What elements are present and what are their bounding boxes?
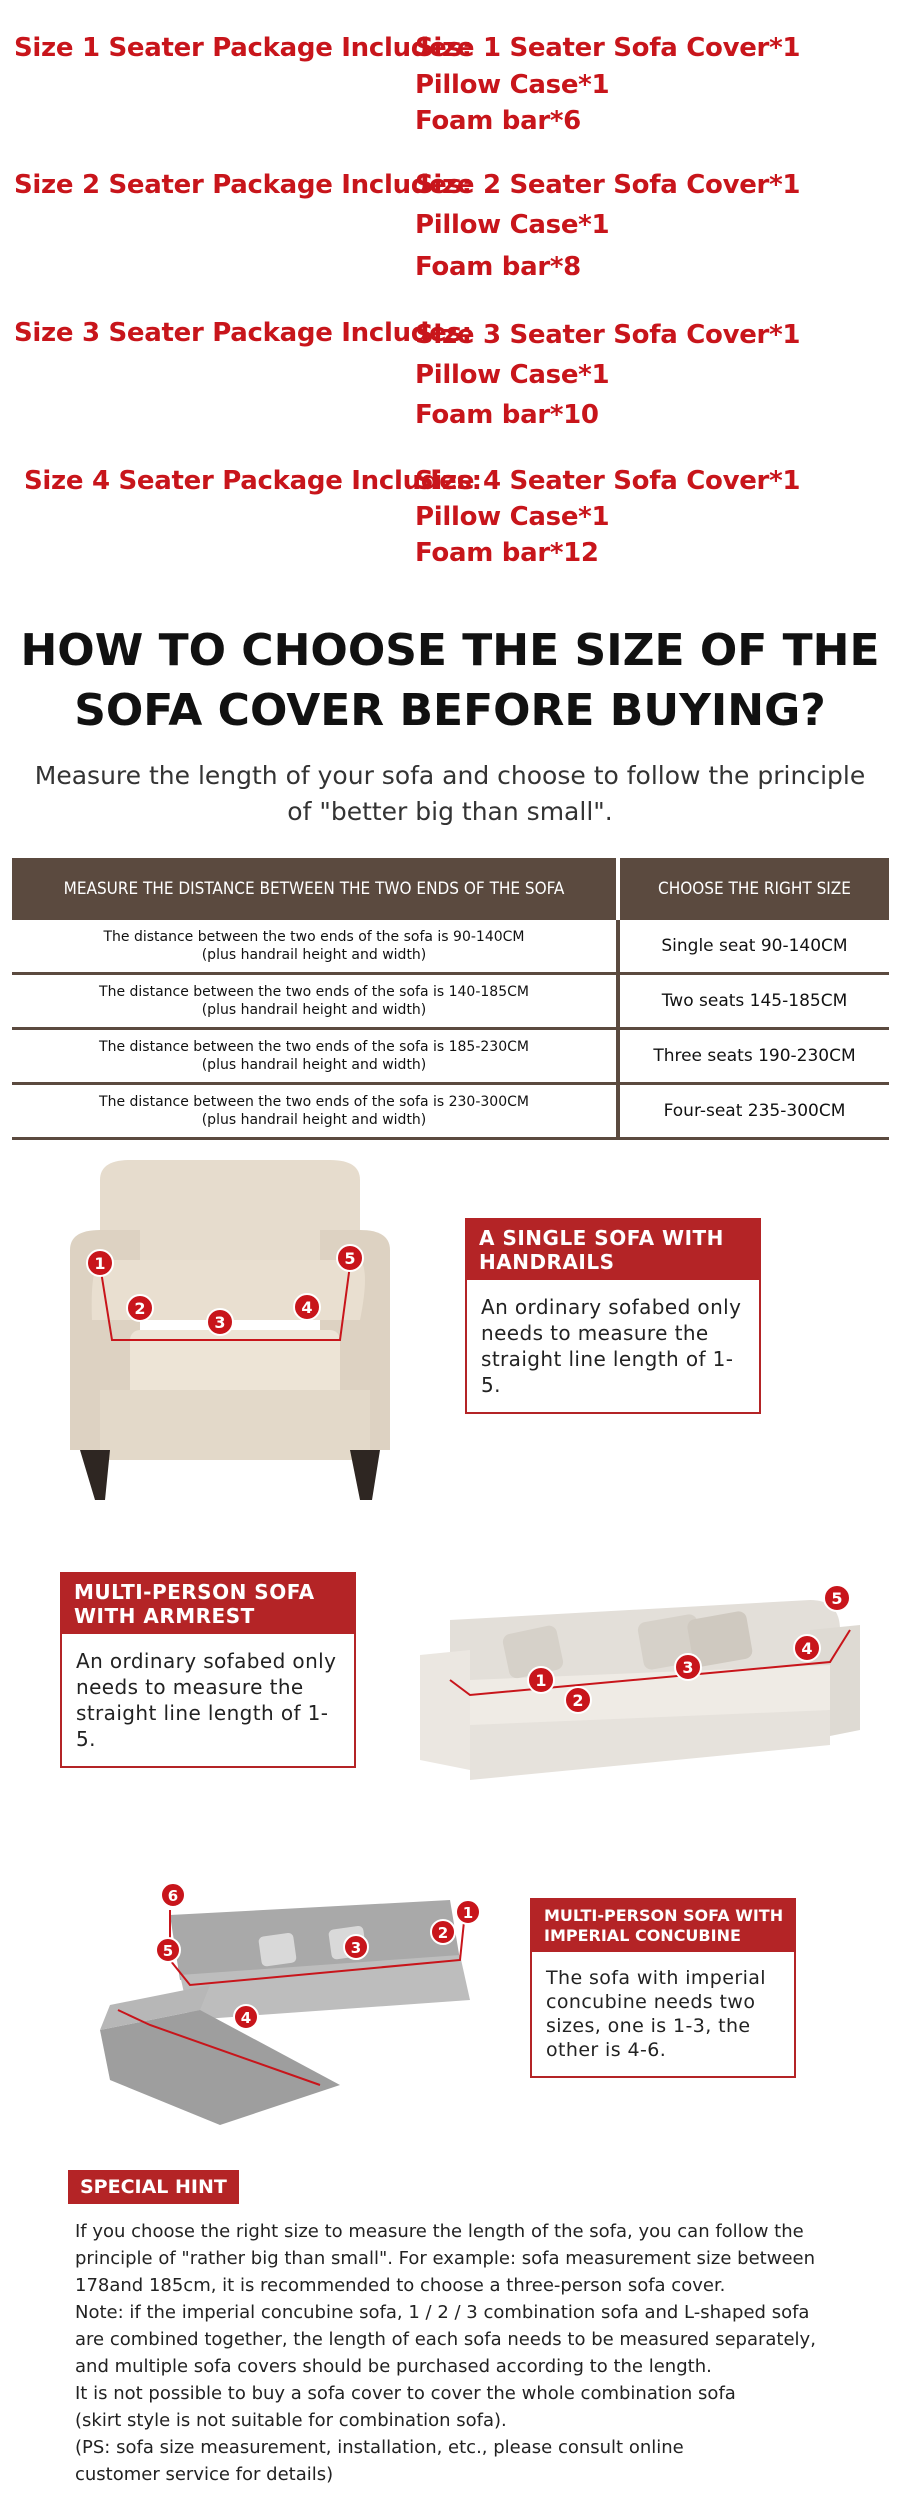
row-desc: The distance between the two ends of the sofa is 140-185CM	[99, 984, 529, 1000]
row-desc: The distance between the two ends of the sofa is 230-300CM	[99, 1094, 529, 1110]
svg-text:3: 3	[214, 1313, 226, 1332]
card-title: MULTI-PERSON SOFA WITH ARMREST	[62, 1574, 354, 1634]
svg-text:2: 2	[437, 1924, 449, 1942]
row-note: (plus handrail height and width)	[201, 947, 427, 963]
card-body: An ordinary sofabed only needs to measure the straight line length of 1-5.	[76, 1649, 337, 1751]
svg-text:5: 5	[831, 1589, 843, 1608]
special-hint-tag: SPECIAL HINT	[68, 2170, 239, 2204]
single-sofa-card	[465, 1218, 761, 1414]
package-label-2: Size 2 Seater Package Includes:	[14, 170, 472, 200]
svg-text:5: 5	[162, 1942, 174, 1960]
package-item: Pillow Case*1	[415, 502, 610, 532]
card-body: The sofa with imperial concubine needs two sizes, one is 1-3, the other is 4-6.	[546, 1967, 766, 2061]
marker-3	[207, 1309, 233, 1335]
package-item: Pillow Case*1	[415, 360, 610, 390]
svg-text:2: 2	[134, 1299, 146, 1318]
hint-line: customer service for details)	[75, 2464, 334, 2485]
table-cell-size: Three seats 190-230CM	[618, 1029, 889, 1084]
svg-text:3: 3	[350, 1939, 362, 1957]
table-row	[12, 974, 889, 1029]
hint-line: (skirt style is not suitable for combination sofa).	[75, 2410, 507, 2431]
marker-4	[234, 2005, 258, 2029]
package-item: Size 2 Seater Sofa Cover*1	[415, 170, 801, 200]
row-note: (plus handrail height and width)	[201, 1112, 427, 1128]
marker-2	[565, 1687, 591, 1713]
table-header-size: CHOOSE THE RIGHT SIZE	[618, 858, 889, 920]
marker-5	[156, 1938, 180, 1962]
row-note: (plus handrail height and width)	[201, 1057, 427, 1073]
package-item: Foam bar*6	[415, 106, 581, 136]
table-cell-desc	[12, 1084, 618, 1139]
table-cell-desc	[12, 1029, 618, 1084]
table-cell-size: Two seats 145-185CM	[618, 974, 889, 1029]
table-row	[12, 1084, 889, 1139]
guide-subtitle-line1: Measure the length of your sofa and choose to follow the principle	[34, 761, 866, 790]
table-cell-desc	[12, 974, 618, 1029]
imperial-sofa-card	[530, 1898, 796, 2078]
hint-line: principle of "rather big than small". For example: sofa measurement size between	[75, 2248, 816, 2269]
card-title: MULTI-PERSON SOFA WITH IMPERIAL CONCUBINE	[532, 1900, 794, 1952]
package-item: Size 1 Seater Sofa Cover*1	[415, 33, 801, 63]
marker-5	[337, 1245, 363, 1271]
marker-3	[344, 1935, 368, 1959]
marker-1	[528, 1667, 554, 1693]
svg-text:2: 2	[572, 1691, 584, 1710]
hint-line: It is not possible to buy a sofa cover to cover the whole combination sofa	[75, 2383, 736, 2404]
marker-2	[127, 1295, 153, 1321]
package-item: Size 4 Seater Sofa Cover*1	[415, 466, 801, 496]
card-body: An ordinary sofabed only needs to measure the straight line length of 1-5.	[481, 1295, 742, 1397]
special-hint-text	[75, 2218, 835, 2488]
package-item: Pillow Case*1	[415, 70, 610, 100]
marker-6	[161, 1883, 185, 1907]
svg-text:1: 1	[462, 1904, 474, 1922]
package-item: Foam bar*12	[415, 538, 599, 568]
row-note: (plus handrail height and width)	[201, 1002, 427, 1018]
svg-text:4: 4	[801, 1639, 813, 1658]
hint-line: If you choose the right size to measure the length of the sofa, you can follow the	[75, 2221, 804, 2242]
marker-4	[794, 1635, 820, 1661]
svg-text:1: 1	[535, 1671, 547, 1690]
package-item: Size 3 Seater Sofa Cover*1	[415, 320, 801, 350]
guide-title-line2: SOFA COVER BEFORE BUYING?	[74, 685, 826, 736]
table-cell-size: Four-seat 235-300CM	[618, 1084, 889, 1139]
svg-text:6: 6	[167, 1887, 179, 1905]
svg-text:4: 4	[240, 2009, 252, 2027]
row-desc: The distance between the two ends of the sofa is 90-140CM	[103, 929, 525, 945]
table-cell-desc	[12, 920, 618, 974]
multi-sofa-card	[60, 1572, 356, 1768]
table-row	[12, 1029, 889, 1084]
svg-text:4: 4	[301, 1298, 313, 1317]
package-item: Foam bar*10	[415, 400, 599, 430]
marker-5	[824, 1585, 850, 1611]
marker-3	[675, 1654, 701, 1680]
guide-title-line1: HOW TO CHOOSE THE SIZE OF THE	[20, 625, 880, 676]
card-title: A SINGLE SOFA WITH HANDRAILS	[467, 1220, 759, 1280]
armchair-image	[60, 1150, 400, 1510]
svg-text:1: 1	[94, 1254, 106, 1273]
package-label-4: Size 4 Seater Package Includes:	[24, 466, 482, 496]
hint-line: (PS: sofa size measurement, installation, etc., please consult online	[75, 2437, 684, 2458]
marker-4	[294, 1294, 320, 1320]
three-seat-sofa-image	[410, 1560, 870, 1790]
package-item: Foam bar*8	[415, 252, 581, 282]
row-desc: The distance between the two ends of the sofa is 185-230CM	[99, 1039, 529, 1055]
hint-line: are combined together, the length of each sofa needs to be measured separately,	[75, 2329, 816, 2350]
hint-line: and multiple sofa covers should be purchased according to the length.	[75, 2356, 712, 2377]
table-row	[12, 920, 889, 974]
marker-1	[87, 1250, 113, 1276]
svg-text:3: 3	[682, 1658, 694, 1677]
marker-2	[431, 1920, 455, 1944]
hint-line: 178and 185cm, it is recommended to choose a three-person sofa cover.	[75, 2275, 726, 2296]
size-table	[12, 858, 889, 1140]
package-label-3: Size 3 Seater Package Includes:	[14, 318, 472, 348]
marker-1	[456, 1900, 480, 1924]
svg-text:5: 5	[344, 1249, 356, 1268]
l-shaped-sofa-image	[90, 1880, 490, 2130]
table-header-measure: MEASURE THE DISTANCE BETWEEN THE TWO ENDS OF THE SOFA	[12, 858, 618, 920]
guide-subtitle-line2: of "better big than small".	[287, 797, 613, 826]
package-item: Pillow Case*1	[415, 210, 610, 240]
table-cell-size: Single seat 90-140CM	[618, 920, 889, 974]
hint-line: Note: if the imperial concubine sofa, 1 / 2 / 3 combination sofa and L-shaped sofa	[75, 2302, 810, 2323]
package-label-1: Size 1 Seater Package Includes:	[14, 33, 472, 63]
